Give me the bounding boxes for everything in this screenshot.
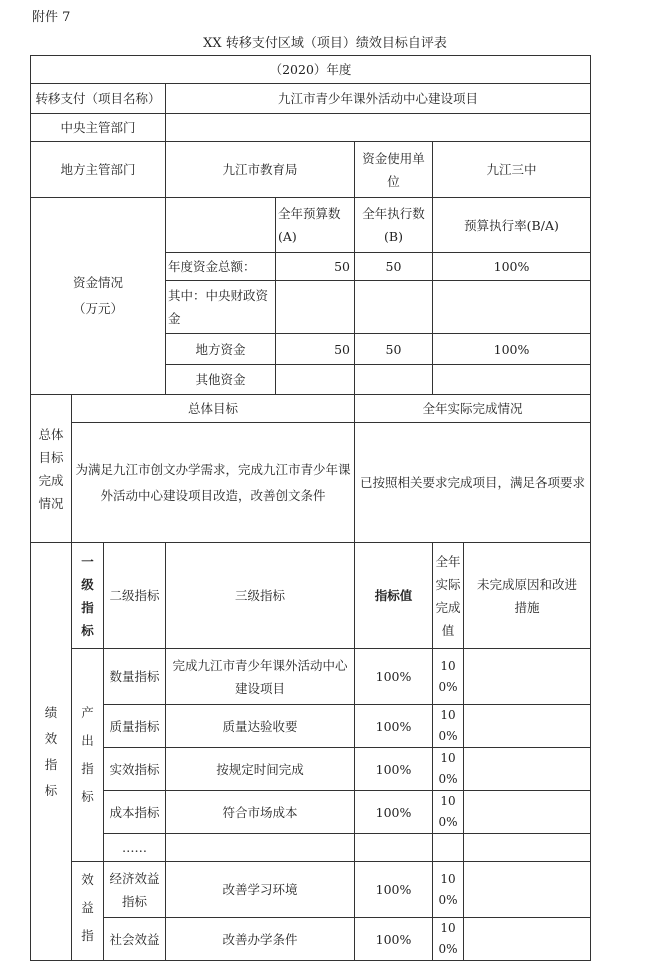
funds-rate <box>433 281 591 334</box>
goal-col-header: 总体目标 <box>72 395 355 423</box>
completed-value: 100% <box>433 918 464 961</box>
reason-cell <box>464 705 591 748</box>
target-value: 100% <box>355 649 433 705</box>
actual-col-header: 全年实际完成情况 <box>355 395 591 423</box>
central-dept-label: 中央主管部门 <box>31 114 166 142</box>
exec-col-header: 全年执行数(B) <box>355 198 433 253</box>
perf-row <box>31 918 591 961</box>
target-header: 指标值 <box>355 543 433 649</box>
effect-group-label: 效益指 <box>72 862 104 961</box>
target-value: 100% <box>355 705 433 748</box>
funds-exec <box>355 281 433 334</box>
funds-budget <box>276 281 355 334</box>
target-value: 100% <box>355 862 433 918</box>
level2-header: 二级指标 <box>104 543 166 649</box>
level2-cell: …… <box>104 834 166 862</box>
reason-header: 未完成原因和改进措施 <box>464 543 591 649</box>
completed-value: 100% <box>433 791 464 834</box>
perf-row <box>31 834 591 862</box>
funds-budget <box>276 365 355 395</box>
completed-header: 全年实际完成值 <box>433 543 464 649</box>
funds-exec: 50 <box>355 253 433 281</box>
year-cell: （2020）年度 <box>31 56 591 84</box>
level3-cell: 完成九江市青少年课外活动中心建设项目 <box>166 649 355 705</box>
target-value: 100% <box>355 791 433 834</box>
level3-cell: 质量达验收要 <box>166 705 355 748</box>
goal-text: 为满足九江市创文办学需求，完成九江市青少年课外活动中心建设项目改造，改善创文条件 <box>72 423 355 543</box>
local-dept-label: 地方主管部门 <box>31 142 166 198</box>
level2-cell: 实效指标 <box>104 748 166 791</box>
target-value: 100% <box>355 918 433 961</box>
funds-label: 资金情况（万元） <box>31 198 166 395</box>
funds-row-label: 地方资金 <box>166 334 276 365</box>
reason-cell <box>464 649 591 705</box>
reason-cell <box>464 918 591 961</box>
output-group-label: 产出指标 <box>72 649 104 862</box>
evaluation-form <box>30 55 586 956</box>
level2-cell: 成本指标 <box>104 791 166 834</box>
funds-row-label: 其中：中央财政资金 <box>166 281 276 334</box>
funds-rate: 100% <box>433 334 591 365</box>
level2-cell: 质量指标 <box>104 705 166 748</box>
completed-value: 100% <box>433 748 464 791</box>
fund-unit-value: 九江三中 <box>433 142 591 198</box>
level2-cell: 社会效益 <box>104 918 166 961</box>
local-dept-row <box>31 142 591 198</box>
level3-header: 三级指标 <box>166 543 355 649</box>
goals-label: 总体目标完成情况 <box>31 395 72 543</box>
budget-col-header: 全年预算数(A) <box>276 198 355 253</box>
level1-header: 一级指标 <box>72 543 104 649</box>
funds-rate <box>433 365 591 395</box>
level3-cell: 改善办学条件 <box>166 918 355 961</box>
funds-row-label: 年度资金总额： <box>166 253 276 281</box>
target-value: 100% <box>355 748 433 791</box>
funds-rate: 100% <box>433 253 591 281</box>
reason-cell <box>464 748 591 791</box>
attachment-label: 附件 7 <box>32 10 71 25</box>
perf-row <box>31 705 591 748</box>
goals-header-row <box>31 395 591 423</box>
completed-value: 100% <box>433 649 464 705</box>
perf-row <box>31 791 591 834</box>
completed-value <box>433 834 464 862</box>
funds-header-row <box>31 198 591 253</box>
goals-row <box>31 423 591 543</box>
level3-cell: 按规定时间完成 <box>166 748 355 791</box>
level2-cell: 经济效益指标 <box>104 862 166 918</box>
perf-header-row <box>31 543 591 649</box>
fund-unit-label: 资金使用单位 <box>355 142 433 198</box>
form-title: XX 转移支付区域（项目）绩效目标自评表 <box>203 36 447 51</box>
transfer-label: 转移支付（项目名称） <box>31 84 166 114</box>
funds-header-blank <box>166 198 276 253</box>
perf-row <box>31 862 591 918</box>
actual-text: 已按照相关要求完成项目，满足各项要求 <box>355 423 591 543</box>
funds-row-label: 其他资金 <box>166 365 276 395</box>
year-row <box>31 56 591 84</box>
level3-cell <box>166 834 355 862</box>
reason-cell <box>464 834 591 862</box>
level2-cell: 数量指标 <box>104 649 166 705</box>
funds-exec: 50 <box>355 334 433 365</box>
evaluation-table <box>30 55 591 961</box>
target-value <box>355 834 433 862</box>
reason-cell <box>464 862 591 918</box>
completed-value: 100% <box>433 705 464 748</box>
transfer-value: 九江市青少年课外活动中心建设项目 <box>166 84 591 114</box>
funds-budget: 50 <box>276 253 355 281</box>
funds-budget: 50 <box>276 334 355 365</box>
level3-cell: 改善学习环境 <box>166 862 355 918</box>
local-dept-value: 九江市教育局 <box>166 142 355 198</box>
rate-col-header: 预算执行率(B/A) <box>433 198 591 253</box>
transfer-row <box>31 84 591 114</box>
perf-row <box>31 649 591 705</box>
central-dept-value <box>166 114 591 142</box>
perf-label: 绩效指标 <box>31 543 72 961</box>
reason-cell <box>464 791 591 834</box>
completed-value: 100% <box>433 862 464 918</box>
level3-cell: 符合市场成本 <box>166 791 355 834</box>
perf-row <box>31 748 591 791</box>
central-dept-row <box>31 114 591 142</box>
funds-exec <box>355 365 433 395</box>
